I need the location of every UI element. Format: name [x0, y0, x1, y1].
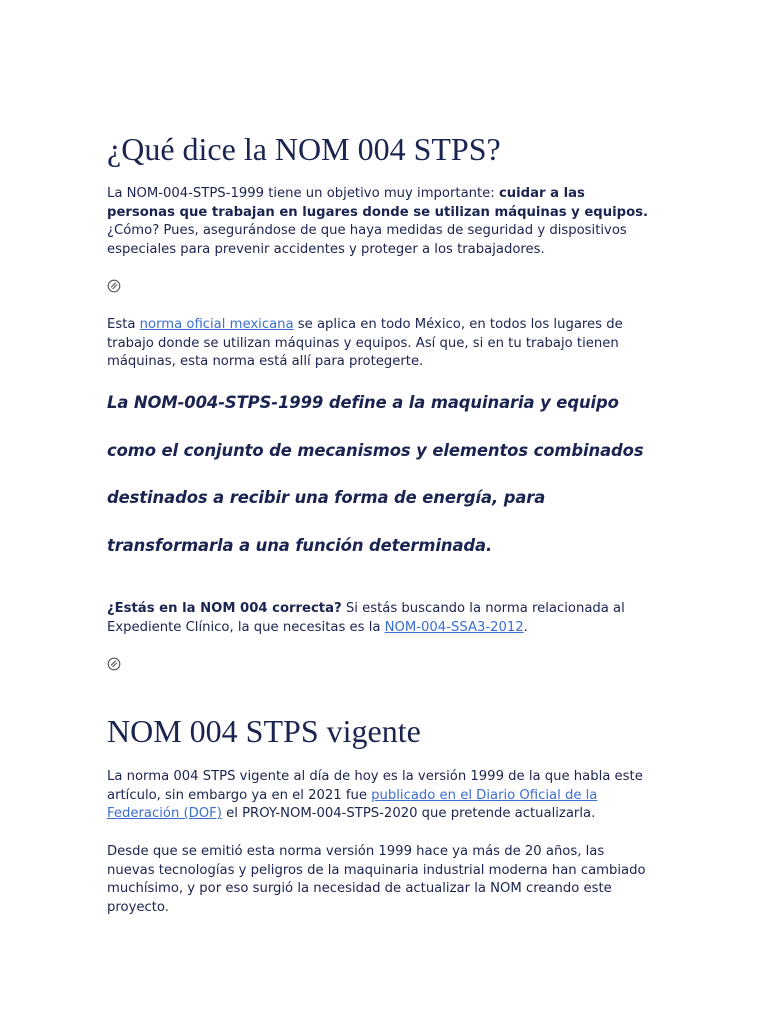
paragraph-text: ¿Cómo? Pues, asegurándose de que haya medidas de seguridad y dispositivos especiales para prevenir accidentes y proteger a los trabajadores. [107, 223, 627, 257]
paragraph-text: Si estás buscando la norma relacionada al Expediente Clínico, la que necesitas es la [107, 601, 625, 635]
definition-quote: La NOM-004-STPS-1999 define a la maquinaria y equipo como el conjunto de mecanismos y elementos combinados destinados a recibir una forma de energía, para transformarla a una función determinada. [107, 393, 644, 555]
circle-slash-icon [107, 279, 121, 293]
paragraph-text: se aplica en todo México, en todos los lugares de trabajo donde se utilizan máquinas y equipos. Así que, si en tu trabajo tienen máquinas, esta norma está allí para protegerte. [107, 317, 623, 370]
link-dof[interactable]: publicado en el Diario Oficial de la Federación (DOF) [107, 787, 598, 822]
section-title-vigente: NOM 004 STPS vigente [107, 713, 421, 749]
paragraph-vigente [107, 768, 655, 824]
paragraph-correct-nom [107, 600, 655, 637]
circle-slash-icon [107, 657, 121, 671]
paragraph-text: La norma 004 STPS vigente al día de hoy es la versión 1999 de la que habla este artículo, sin embargo ya en el 2021 fue [107, 769, 643, 803]
paragraph-text: el PROY-NOM-004-STPS-2020 que pretende actualizarla. [221, 806, 596, 822]
paragraph-objective [107, 185, 655, 259]
paragraph-bold-text: cuidar a las personas que trabajan en lugares donde se utilizan máquinas y equipos. [107, 186, 649, 220]
section-title-nom004: ¿Qué dice la NOM 004 STPS? [107, 131, 501, 167]
paragraph-bold-text: ¿Estás en la NOM 004 correcta? [107, 601, 342, 616]
paragraph-scope [107, 316, 655, 372]
paragraph-text: Esta [107, 317, 140, 332]
paragraph-update-need: Desde que se emitió esta norma versión 1999 hace ya más de 20 años, las nuevas tecnologías y peligros de la maquinaria industrial moderna han cambiado muchísimo, y por eso surgió la necesidad de actualizar la NOM creando este proyecto. [107, 844, 646, 915]
link-nom-004-ssa3-2012[interactable]: NOM-004-SSA3-2012 [384, 619, 524, 635]
paragraph-text: La NOM-004-STPS-1999 tiene un objetivo muy importante: [107, 186, 499, 201]
link-norma-oficial-mexicana[interactable]: norma oficial mexicana [139, 317, 294, 332]
paragraph-text: . [523, 619, 528, 635]
